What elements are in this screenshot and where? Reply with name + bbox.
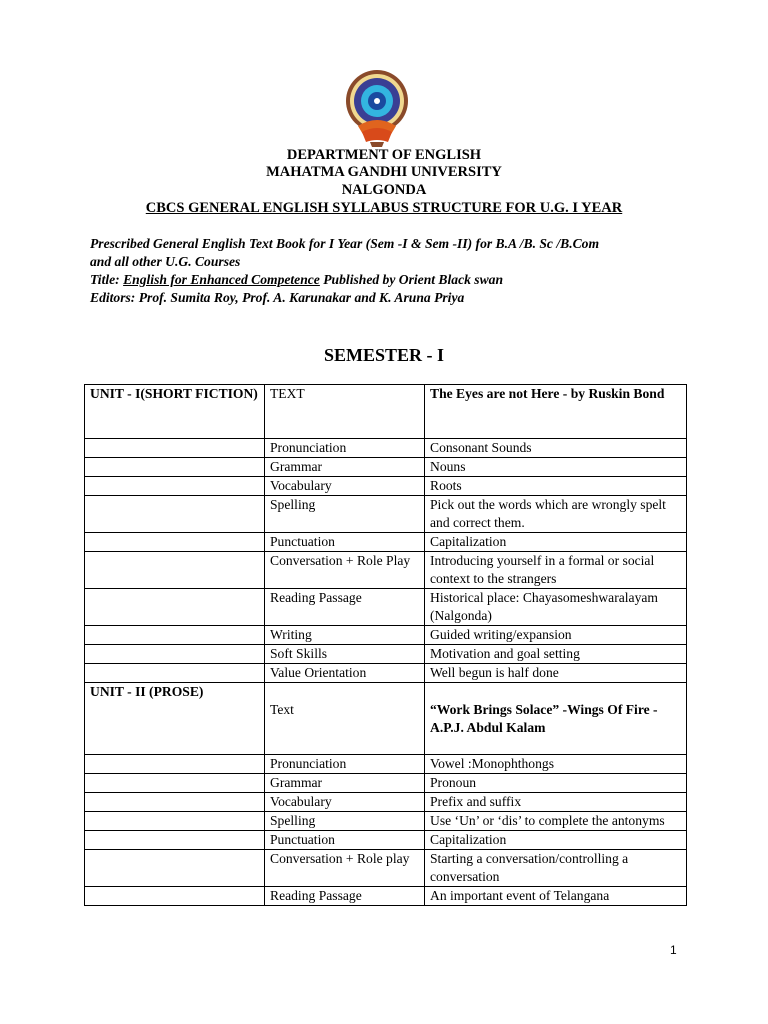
- unit-label: UNIT - II (PROSE): [85, 683, 265, 755]
- emblem-icon: [346, 70, 408, 147]
- content-cell: An important event of Telangana: [425, 887, 687, 906]
- unit-1-section: [85, 385, 687, 683]
- content-cell: Vowel :Monophthongs: [425, 755, 687, 774]
- component-cell: Pronunciation: [265, 755, 425, 774]
- content-cell: Pronoun: [425, 774, 687, 793]
- component-cell: Conversation + Role Play: [265, 552, 425, 589]
- content-cell: Prefix and suffix: [425, 793, 687, 812]
- table-row: [85, 774, 687, 793]
- component-cell: Conversation + Role play: [265, 850, 425, 887]
- table-row: [85, 589, 687, 626]
- content-cell: Capitalization: [425, 831, 687, 850]
- content-cell: Motivation and goal setting: [425, 645, 687, 664]
- content-cell: Pick out the words which are wrongly spelt and correct them.: [425, 496, 687, 533]
- syllabus-table: [84, 384, 687, 906]
- content-cell: Capitalization: [425, 533, 687, 552]
- page-number: 1: [670, 943, 677, 957]
- table-row: [85, 477, 687, 496]
- component-cell: Punctuation: [265, 831, 425, 850]
- editors-line: Editors: Prof. Sumita Roy, Prof. A. Karunakar and K. Aruna Priya: [90, 290, 465, 305]
- content-cell: Roots: [425, 477, 687, 496]
- table-row: [85, 496, 687, 533]
- content-cell: Nouns: [425, 458, 687, 477]
- content-cell: Introducing yourself in a formal or social context to the strangers: [425, 552, 687, 589]
- publisher: Published by Orient Black swan: [319, 272, 504, 287]
- title-label: Title:: [90, 272, 124, 287]
- content-cell: The Eyes are not Here - by Ruskin Bond: [425, 385, 687, 439]
- component-cell: Text: [265, 683, 425, 755]
- table-row: [85, 533, 687, 552]
- semester-heading: SEMESTER - I: [323, 345, 445, 365]
- component-cell: Vocabulary: [265, 793, 425, 812]
- department-title: DEPARTMENT OF ENGLISH: [286, 147, 482, 163]
- table-row: [85, 626, 687, 645]
- unit-label: UNIT - I(SHORT FICTION): [85, 385, 265, 439]
- table-row: [85, 831, 687, 850]
- university-name: MAHATMA GANDHI UNIVERSITY: [266, 164, 502, 180]
- content-cell: Consonant Sounds: [425, 439, 687, 458]
- book-title-line: [90, 271, 700, 289]
- courses-line: and all other U.G. Courses: [90, 254, 241, 269]
- content-cell: Starting a conversation/controlling a conversation: [425, 850, 687, 887]
- table-row: [85, 812, 687, 831]
- prescribed-textbook-line: Prescribed General English Text Book for I Year (Sem -I & Sem -II) for B.A /B. Sc /B.Com: [90, 236, 600, 251]
- component-cell: Writing: [265, 626, 425, 645]
- component-cell: Spelling: [265, 496, 425, 533]
- component-cell: Reading Passage: [265, 887, 425, 906]
- component-cell: Grammar: [265, 774, 425, 793]
- table-row: [85, 458, 687, 477]
- table-row: [85, 385, 687, 439]
- content-cell: Well begun is half done: [425, 664, 687, 683]
- table-row: [85, 552, 687, 589]
- component-cell: Grammar: [265, 458, 425, 477]
- university-location: NALGONDA: [341, 182, 427, 198]
- content-cell: Guided writing/expansion: [425, 626, 687, 645]
- table-row: [85, 683, 687, 755]
- component-cell: Spelling: [265, 812, 425, 831]
- table-row: [85, 645, 687, 664]
- book-title: English for Enhanced Competence: [123, 272, 320, 287]
- component-cell: TEXT: [265, 385, 425, 439]
- component-cell: Reading Passage: [265, 589, 425, 626]
- component-cell: Vocabulary: [265, 477, 425, 496]
- table-row: [85, 887, 687, 906]
- component-cell: Pronunciation: [265, 439, 425, 458]
- content-cell: Historical place: Chayasomeshwaralayam (Nalgonda): [425, 589, 687, 626]
- content-cell: “Work Brings Solace” -Wings Of Fire - A.P.J. Abdul Kalam: [425, 683, 687, 755]
- table-row: [85, 755, 687, 774]
- table-row: [85, 664, 687, 683]
- component-cell: Soft Skills: [265, 645, 425, 664]
- content-cell: Use ‘Un’ or ‘dis’ to complete the antonyms: [425, 812, 687, 831]
- table-row: [85, 439, 687, 458]
- component-cell: Punctuation: [265, 533, 425, 552]
- university-logo: [344, 68, 410, 148]
- unit-2-section: [85, 683, 687, 906]
- syllabus-title: CBCS GENERAL ENGLISH SYLLABUS STRUCTURE FOR U.G. I YEAR: [145, 200, 623, 216]
- table-row: [85, 793, 687, 812]
- table-row: [85, 850, 687, 887]
- component-cell: Value Orientation: [265, 664, 425, 683]
